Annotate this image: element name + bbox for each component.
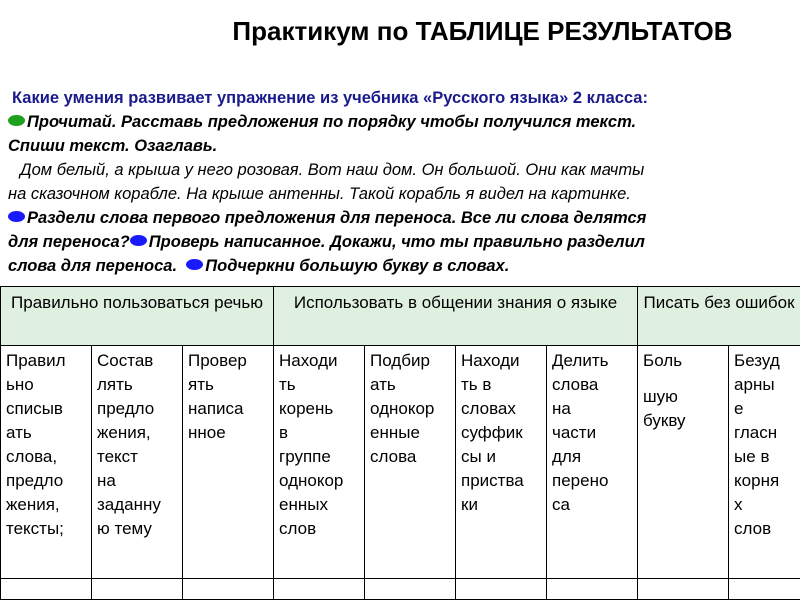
- cell-compose-text: Состав лять предло жения, текст на заданну ю тему: [92, 346, 183, 579]
- header-language-knowledge: Использовать в общении знания о языке: [274, 287, 638, 346]
- exercise-text-line-1: Дом белый, а крыша у него розовая. Вот наш дом. Он большой. Они как мачты: [20, 161, 645, 179]
- empty-cell: [183, 579, 274, 600]
- empty-cell: [1, 579, 92, 600]
- cell-find-root: Находи ть корень в группе однокор енных слов: [274, 346, 365, 579]
- empty-cell: [365, 579, 456, 600]
- blue-bullet-icon: [130, 235, 147, 246]
- empty-cell: [638, 579, 729, 600]
- exercise-text-line-2: на сказочном корабле. На крыше антенны. Такой корабль я видел на картинке.: [8, 185, 631, 203]
- empty-cell: [547, 579, 638, 600]
- empty-cell: [456, 579, 547, 600]
- cell-word-hyphenation: Делить слова на части для перено са: [547, 346, 638, 579]
- instruction-2-cont: для переноса? Проверь написанное. Докажи, что ты правильно разделил: [8, 233, 645, 251]
- instruction-1-cont: Спиши текст. Озаглавь.: [8, 137, 218, 155]
- empty-cell: [92, 579, 183, 600]
- cell-suffixes-prefixes: Находи ть в словах суффик сы и приства ки: [456, 346, 547, 579]
- cell-copy-texts: Правил ьно списыв ать слова, предло жения, тексты;: [1, 346, 92, 579]
- green-bullet-icon: [8, 115, 25, 126]
- instruction-1: Прочитай. Расставь предложения по порядку чтобы получился текст.: [8, 110, 794, 134]
- cell-unstressed-vowels: Безуд арны е гласн ые в корня х слов: [729, 346, 800, 579]
- page-title: Практикум по ТАБЛИЦЕ РЕЗУЛЬТАТОВ: [232, 16, 733, 46]
- empty-cell: [729, 579, 800, 600]
- cell-capital-letter: Боль шую букву: [638, 346, 729, 579]
- results-table: [0, 286, 800, 600]
- header-spelling: Писать без ошибок: [638, 287, 800, 346]
- instruction-3-cont: слова для переноса. Подчеркни большую букву в словах.: [8, 257, 510, 275]
- cell-cognate-words: Подбир ать однокор енные слова: [365, 346, 456, 579]
- blue-bullet-icon: [8, 211, 25, 222]
- instruction-2: Раздели слова первого предложения для переноса. Все ли слова делятся: [8, 206, 794, 230]
- exercise-block: [8, 86, 794, 278]
- empty-cell: [274, 579, 365, 600]
- exercise-question: Какие умения развивает упражнение из учебника «Русского языка» 2 класса:: [12, 89, 648, 107]
- cell-check-written: Провер ять написа нное: [183, 346, 274, 579]
- header-speech: Правильно пользоваться речью: [1, 287, 274, 346]
- blue-bullet-icon: [186, 259, 203, 270]
